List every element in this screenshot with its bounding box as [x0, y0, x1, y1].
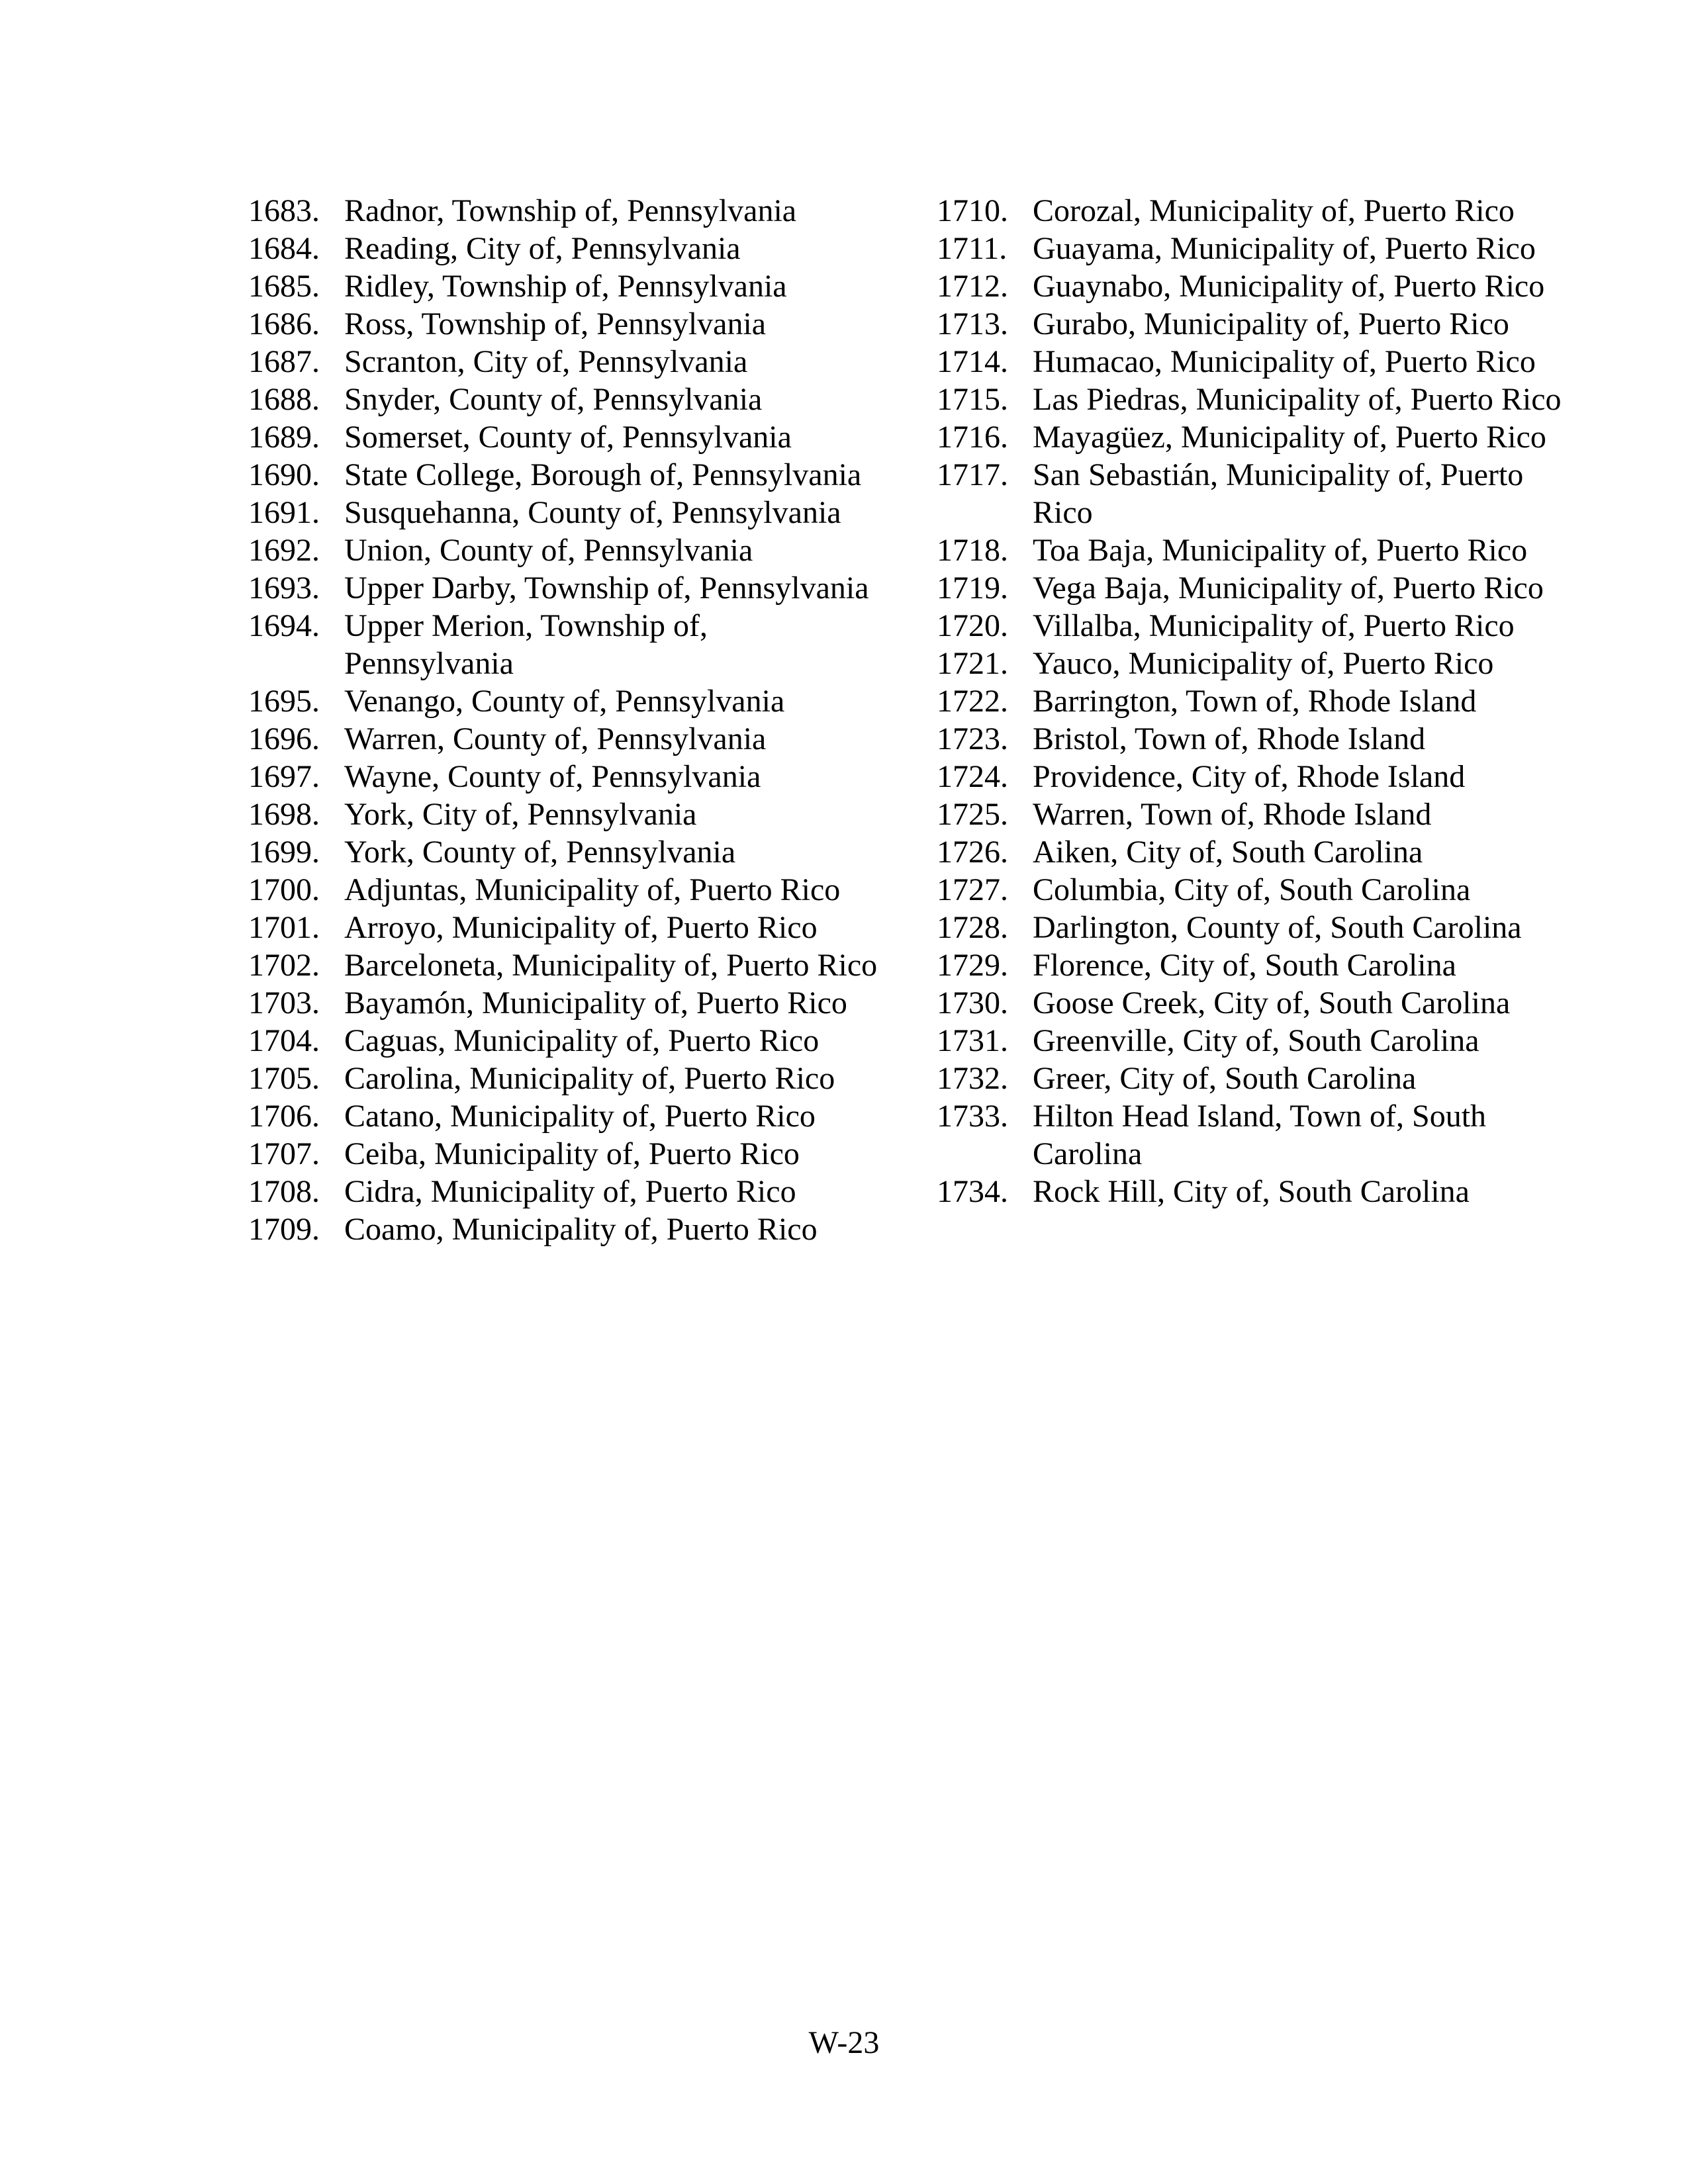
entry-text: Goose Creek, City of, South Carolina [1033, 985, 1511, 1021]
entry-text: Warren, Town of, Rhode Island [1033, 797, 1432, 832]
list-item [937, 720, 1572, 758]
list-item [248, 720, 884, 758]
entry-number: 1724. [937, 759, 1008, 794]
entry-text: Corozal, Municipality of, Puerto Rico [1033, 193, 1515, 228]
entry-text: Ridley, Township of, Pennsylvania [344, 269, 787, 304]
list-item [248, 192, 884, 230]
list-item [248, 494, 884, 531]
entry-number: 1702. [248, 948, 320, 983]
list-item [248, 418, 884, 456]
entry-text: Guayama, Municipality of, Puerto Rico [1033, 231, 1536, 266]
entry-number: 1715. [937, 382, 1008, 417]
entry-number: 1693. [248, 570, 320, 606]
list-item [937, 1060, 1572, 1097]
entry-text: Catano, Municipality of, Puerto Rico [344, 1099, 816, 1134]
list-item [248, 1060, 884, 1097]
list-item [248, 1135, 884, 1173]
list-item [248, 758, 884, 796]
list-item [937, 305, 1572, 343]
entry-number: 1701. [248, 910, 320, 945]
right-column-list [937, 192, 1572, 1210]
list-item [937, 607, 1572, 645]
entry-text: Reading, City of, Pennsylvania [344, 231, 741, 266]
list-item [248, 531, 884, 569]
list-item [937, 1097, 1572, 1173]
entry-text: Upper Darby, Township of, Pennsylvania [344, 570, 869, 606]
list-item [248, 343, 884, 381]
entry-number: 1731. [937, 1023, 1008, 1058]
list-item [937, 682, 1572, 720]
entry-text: Las Piedras, Municipality of, Puerto Rico [1033, 382, 1562, 417]
entry-number: 1709. [248, 1212, 320, 1247]
entry-number: 1696. [248, 721, 320, 756]
entry-number: 1732. [937, 1061, 1008, 1096]
list-item [248, 871, 884, 909]
list-item [248, 1022, 884, 1060]
entry-text: Ross, Township of, Pennsylvania [344, 306, 767, 341]
list-item [248, 909, 884, 946]
entry-text: Arroyo, Municipality of, Puerto Rico [344, 910, 818, 945]
entry-text: Warren, County of, Pennsylvania [344, 721, 767, 756]
list-item [937, 833, 1572, 871]
entry-text: Rock Hill, City of, South Carolina [1033, 1174, 1470, 1209]
entry-number: 1692. [248, 533, 320, 568]
entry-text: York, County of, Pennsylvania [344, 835, 736, 870]
entry-number: 1734. [937, 1174, 1008, 1209]
entry-number: 1689. [248, 420, 320, 455]
entry-text: Humacao, Municipality of, Puerto Rico [1033, 344, 1536, 379]
list-item [248, 607, 884, 682]
entry-text: Susquehanna, County of, Pennsylvania [344, 495, 841, 530]
entry-text: Columbia, City of, South Carolina [1033, 872, 1471, 907]
entry-number: 1710. [937, 193, 1008, 228]
entry-text: Adjuntas, Municipality of, Puerto Rico [344, 872, 841, 907]
list-item [937, 758, 1572, 796]
entry-number: 1706. [248, 1099, 320, 1134]
entry-number: 1698. [248, 797, 320, 832]
list-item [937, 456, 1572, 531]
entry-text: Barceloneta, Municipality of, Puerto Rico [344, 948, 878, 983]
entry-number: 1708. [248, 1174, 320, 1209]
entry-number: 1707. [248, 1136, 320, 1171]
entry-number: 1726. [937, 835, 1008, 870]
list-item [937, 909, 1572, 946]
list-item [248, 946, 884, 984]
entry-text: Greenville, City of, South Carolina [1033, 1023, 1479, 1058]
entry-number: 1699. [248, 835, 320, 870]
list-item [937, 796, 1572, 833]
list-item [248, 381, 884, 418]
list-item [937, 343, 1572, 381]
entry-number: 1686. [248, 306, 320, 341]
entry-number: 1717. [937, 457, 1008, 492]
list-item [248, 796, 884, 833]
entry-number: 1683. [248, 193, 320, 228]
entry-number: 1714. [937, 344, 1008, 379]
list-item [937, 871, 1572, 909]
list-item [248, 833, 884, 871]
entry-number: 1700. [248, 872, 320, 907]
entry-text: Florence, City of, South Carolina [1033, 948, 1456, 983]
entry-text: San Sebastián, Municipality of, Puerto Rico [1033, 457, 1524, 530]
entry-text: Villalba, Municipality of, Puerto Rico [1033, 608, 1515, 643]
list-item [937, 267, 1572, 305]
list-item [248, 1210, 884, 1248]
list-item [937, 531, 1572, 569]
entry-number: 1718. [937, 533, 1008, 568]
entry-text: Greer, City of, South Carolina [1033, 1061, 1417, 1096]
entry-text: Coamo, Municipality of, Puerto Rico [344, 1212, 818, 1247]
entry-number: 1716. [937, 420, 1008, 455]
entry-text: Gurabo, Municipality of, Puerto Rico [1033, 306, 1509, 341]
page-number: W-23 [808, 2025, 880, 2060]
list-item [937, 381, 1572, 418]
entry-number: 1705. [248, 1061, 320, 1096]
entry-number: 1721. [937, 646, 1008, 681]
entry-text: Wayne, County of, Pennsylvania [344, 759, 761, 794]
entry-text: Union, County of, Pennsylvania [344, 533, 753, 568]
entry-text: Bristol, Town of, Rhode Island [1033, 721, 1426, 756]
list-item [937, 230, 1572, 267]
list-item [937, 1173, 1572, 1210]
entry-text: York, City of, Pennsylvania [344, 797, 697, 832]
list-item [248, 230, 884, 267]
entry-number: 1685. [248, 269, 320, 304]
list-item [248, 267, 884, 305]
entry-text: Caguas, Municipality of, Puerto Rico [344, 1023, 820, 1058]
entry-number: 1704. [248, 1023, 320, 1058]
list-item [937, 984, 1572, 1022]
entry-number: 1723. [937, 721, 1008, 756]
entry-number: 1722. [937, 684, 1008, 719]
entry-number: 1713. [937, 306, 1008, 341]
entry-number: 1695. [248, 684, 320, 719]
entry-number: 1690. [248, 457, 320, 492]
list-item [248, 305, 884, 343]
entry-text: Vega Baja, Municipality of, Puerto Rico [1033, 570, 1544, 606]
entry-number: 1712. [937, 269, 1008, 304]
entry-number: 1733. [937, 1099, 1008, 1134]
entry-text: Upper Merion, Township of, Pennsylvania [344, 608, 708, 681]
list-item [248, 682, 884, 720]
entry-text: Somerset, County of, Pennsylvania [344, 420, 792, 455]
entry-number: 1694. [248, 608, 320, 643]
entry-text: Yauco, Municipality of, Puerto Rico [1033, 646, 1494, 681]
entry-number: 1703. [248, 985, 320, 1021]
entry-number: 1728. [937, 910, 1008, 945]
entry-text: Ceiba, Municipality of, Puerto Rico [344, 1136, 800, 1171]
list-item [937, 946, 1572, 984]
list-item [937, 569, 1572, 607]
entry-number: 1727. [937, 872, 1008, 907]
entry-number: 1687. [248, 344, 320, 379]
entry-text: Carolina, Municipality of, Puerto Rico [344, 1061, 835, 1096]
list-item [248, 569, 884, 607]
entry-number: 1691. [248, 495, 320, 530]
entry-number: 1730. [937, 985, 1008, 1021]
list-item [248, 1173, 884, 1210]
entry-text: Mayagüez, Municipality of, Puerto Rico [1033, 420, 1546, 455]
entry-number: 1729. [937, 948, 1008, 983]
entry-text: Toa Baja, Municipality of, Puerto Rico [1033, 533, 1528, 568]
entry-number: 1697. [248, 759, 320, 794]
list-item [937, 645, 1572, 682]
left-column-list [248, 192, 884, 1248]
list-item [248, 984, 884, 1022]
entry-text: Hilton Head Island, Town of, South Carolina [1033, 1099, 1487, 1171]
entry-text: Guaynabo, Municipality of, Puerto Rico [1033, 269, 1545, 304]
entry-number: 1684. [248, 231, 320, 266]
entry-text: Scranton, City of, Pennsylvania [344, 344, 748, 379]
entry-number: 1720. [937, 608, 1008, 643]
entry-text: Darlington, County of, South Carolina [1033, 910, 1522, 945]
entry-text: Radnor, Township of, Pennsylvania [344, 193, 797, 228]
entry-text: Providence, City of, Rhode Island [1033, 759, 1466, 794]
list-item [248, 456, 884, 494]
entry-text: Aiken, City of, South Carolina [1033, 835, 1423, 870]
list-item [248, 1097, 884, 1135]
entry-text: Bayamón, Municipality of, Puerto Rico [344, 985, 847, 1021]
entry-text: Venango, County of, Pennsylvania [344, 684, 785, 719]
entry-number: 1688. [248, 382, 320, 417]
entry-text: State College, Borough of, Pennsylvania [344, 457, 862, 492]
entry-number: 1711. [937, 231, 1008, 266]
entry-number: 1725. [937, 797, 1008, 832]
list-item [937, 192, 1572, 230]
entry-number: 1719. [937, 570, 1008, 606]
entry-text: Cidra, Municipality of, Puerto Rico [344, 1174, 796, 1209]
entry-text: Snyder, County of, Pennsylvania [344, 382, 763, 417]
list-item [937, 418, 1572, 456]
list-item [937, 1022, 1572, 1060]
entry-text: Barrington, Town of, Rhode Island [1033, 684, 1477, 719]
